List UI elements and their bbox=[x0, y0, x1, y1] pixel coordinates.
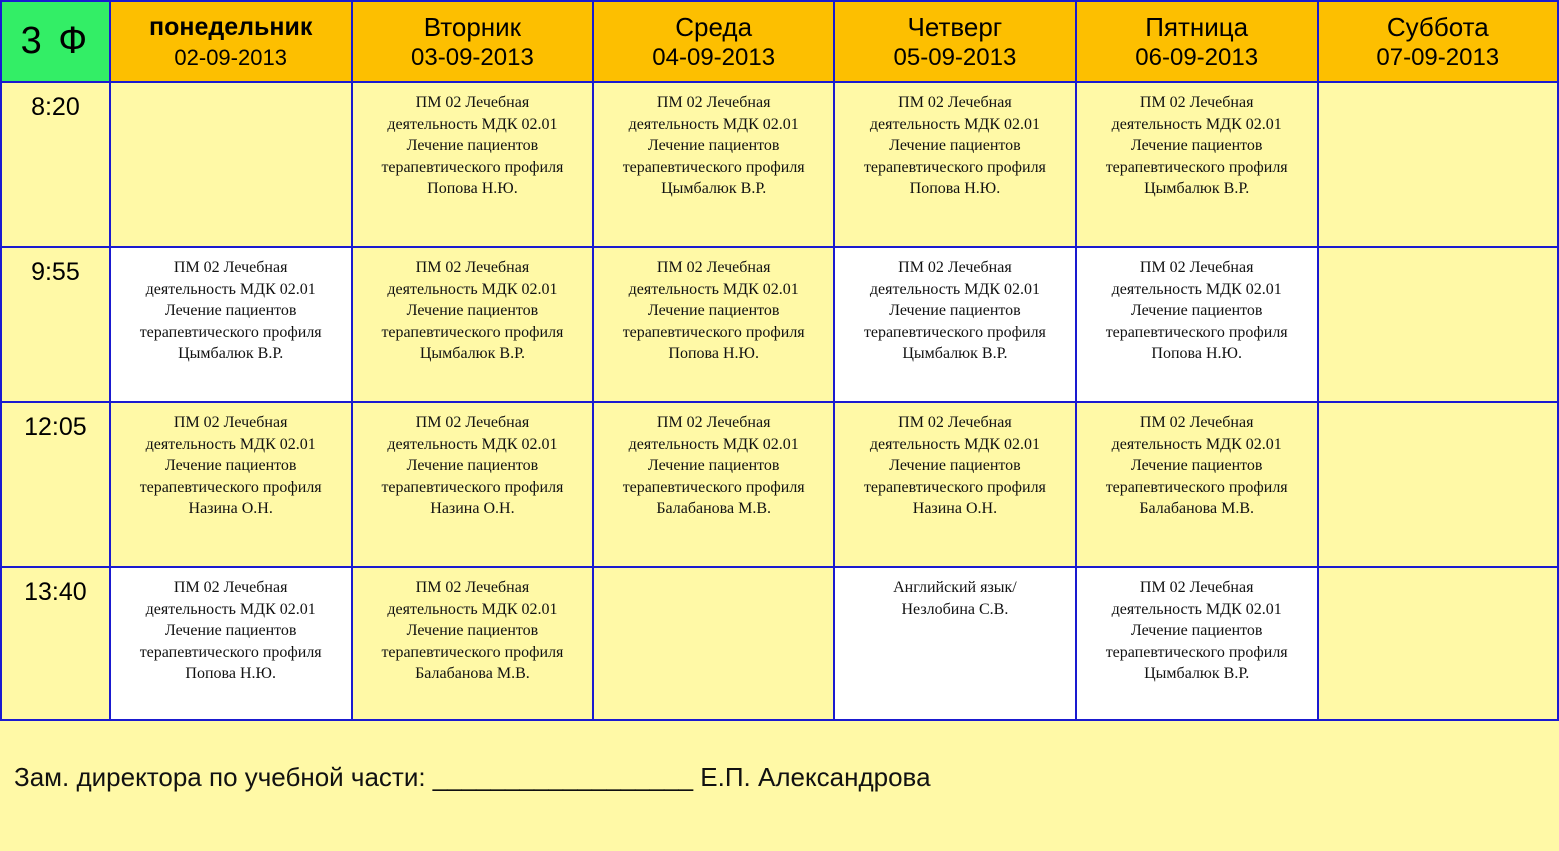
time-slot: 13:40 bbox=[1, 567, 110, 720]
lesson-cell bbox=[593, 567, 834, 720]
lesson-line: деятельность МДК 02.01 bbox=[145, 280, 316, 298]
lesson-line: Лечение пациентов bbox=[889, 137, 1021, 155]
lesson-line: деятельность МДК 02.01 bbox=[1111, 600, 1282, 618]
lesson-line: терапевтического профиля bbox=[139, 323, 322, 341]
day-header bbox=[1076, 1, 1318, 82]
lesson-line: Балабанова М.В. bbox=[656, 500, 771, 518]
lesson-line: деятельность МДК 02.01 bbox=[869, 115, 1040, 133]
day-name: Среда bbox=[675, 12, 753, 42]
lesson-line: деятельность МДК 02.01 bbox=[145, 600, 316, 618]
lesson-cell bbox=[1318, 247, 1558, 402]
lesson-line: Лечение пациентов bbox=[1130, 457, 1263, 475]
day-date: 02-09-2013 bbox=[174, 45, 287, 70]
lesson-line: деятельность МДК 02.01 bbox=[869, 280, 1040, 298]
lesson-line: Лечение пациентов bbox=[647, 137, 780, 155]
lesson-line: ПМ 02 Лечебная bbox=[415, 414, 530, 431]
lesson-line: ПМ 02 Лечебная bbox=[656, 94, 771, 111]
lesson-line: ПМ 02 Лечебная bbox=[173, 414, 288, 431]
lesson-line: терапевтического профиля bbox=[139, 478, 322, 496]
lesson-line: терапевтического профиля bbox=[381, 323, 564, 341]
lesson-cell bbox=[110, 82, 352, 247]
lesson-row bbox=[1, 247, 1558, 402]
lesson-line: Лечение пациентов bbox=[164, 622, 297, 640]
day-name: понедельник bbox=[148, 13, 313, 41]
lesson-line: терапевтического профиля bbox=[863, 478, 1046, 496]
lesson-line: деятельность МДК 02.01 bbox=[869, 435, 1040, 453]
lesson-line: Попова Н.Ю. bbox=[185, 665, 276, 683]
lesson-line: Балабанова М.В. bbox=[415, 665, 530, 683]
lesson-cell bbox=[352, 567, 594, 720]
lesson-cell bbox=[1076, 567, 1318, 720]
lesson-line: терапевтического профиля bbox=[863, 323, 1046, 341]
time-slot: 9:55 bbox=[1, 247, 110, 402]
lesson-line: Попова Н.Ю. bbox=[427, 180, 518, 198]
lesson-cell bbox=[110, 402, 352, 567]
lesson-line: деятельность МДК 02.01 bbox=[628, 280, 799, 298]
lesson-line: терапевтического профиля bbox=[1105, 158, 1288, 176]
lesson-cell bbox=[352, 82, 594, 247]
lesson-line: Назина О.Н. bbox=[912, 500, 998, 518]
lesson-cell bbox=[834, 402, 1076, 567]
lesson-line: Попова Н.Ю. bbox=[668, 345, 759, 363]
lesson-line: терапевтического профиля bbox=[381, 158, 564, 176]
lesson-cell bbox=[593, 402, 834, 567]
lesson-line: деятельность МДК 02.01 bbox=[387, 280, 558, 298]
lesson-line: ПМ 02 Лечебная bbox=[415, 579, 530, 596]
lesson-line: Лечение пациентов bbox=[406, 622, 539, 640]
lesson-row bbox=[1, 402, 1558, 567]
day-name: Вторник bbox=[423, 12, 522, 42]
day-date: 03-09-2013 bbox=[411, 44, 534, 71]
day-header bbox=[110, 1, 352, 82]
lesson-line: Лечение пациентов bbox=[164, 457, 297, 475]
lesson-cell bbox=[834, 567, 1076, 720]
day-header bbox=[1318, 1, 1558, 82]
lesson-cell bbox=[593, 82, 834, 247]
lesson-line: Цымбалюк В.Р. bbox=[1144, 665, 1250, 683]
lesson-line: Назина О.Н. bbox=[430, 500, 515, 518]
lesson-cell bbox=[1318, 567, 1558, 720]
lesson-line: терапевтического профиля bbox=[1105, 323, 1288, 341]
group-label: 3 Ф bbox=[1, 1, 110, 82]
lesson-line: терапевтического профиля bbox=[1105, 643, 1288, 661]
lesson-line: Цымбалюк В.Р. bbox=[419, 345, 525, 363]
lesson-line: терапевтического профиля bbox=[1105, 478, 1288, 496]
lesson-cell bbox=[834, 247, 1076, 402]
lesson-cell bbox=[110, 567, 352, 720]
lesson-line: ПМ 02 Лечебная bbox=[656, 414, 771, 431]
lesson-line: деятельность МДК 02.01 bbox=[628, 115, 799, 133]
lesson-line: Цымбалюк В.Р. bbox=[902, 345, 1008, 363]
lesson-line: ПМ 02 Лечебная bbox=[173, 259, 288, 276]
lesson-line: ПМ 02 Лечебная bbox=[898, 414, 1012, 431]
lesson-line: ПМ 02 Лечебная bbox=[656, 259, 771, 276]
lesson-line: Лечение пациентов bbox=[889, 457, 1021, 475]
day-header bbox=[834, 1, 1076, 82]
lesson-line: деятельность МДК 02.01 bbox=[1111, 435, 1282, 453]
day-date: 04-09-2013 bbox=[652, 44, 776, 71]
lesson-line: деятельность МДК 02.01 bbox=[1111, 280, 1282, 298]
day-name: Пятница bbox=[1145, 12, 1249, 42]
lesson-line: Лечение пациентов bbox=[889, 302, 1021, 320]
lesson-cell bbox=[1318, 82, 1558, 247]
lesson-cell bbox=[352, 247, 594, 402]
lesson-line: Лечение пациентов bbox=[406, 457, 539, 475]
lesson-cell bbox=[1076, 247, 1318, 402]
lesson-line: терапевтического профиля bbox=[622, 478, 805, 496]
lesson-line: Цымбалюк В.Р. bbox=[1144, 180, 1250, 198]
lesson-line: Балабанова М.В. bbox=[1139, 500, 1254, 518]
lesson-line: ПМ 02 Лечебная bbox=[898, 94, 1012, 111]
lesson-line: Лечение пациентов bbox=[164, 302, 297, 320]
lesson-line: Лечение пациентов bbox=[406, 302, 539, 320]
lesson-cell bbox=[352, 402, 594, 567]
lesson-line: Незлобина С.В. bbox=[901, 600, 1009, 618]
lesson-cell bbox=[1318, 402, 1558, 567]
signature-line: Зам. директора по учебной части: __________________ Е.П. Александрова bbox=[14, 762, 931, 792]
lesson-line: деятельность МДК 02.01 bbox=[387, 435, 558, 453]
lesson-line: деятельность МДК 02.01 bbox=[387, 115, 558, 133]
lesson-row bbox=[1, 567, 1558, 720]
lesson-line: деятельность МДК 02.01 bbox=[145, 435, 316, 453]
lesson-line: Цымбалюк В.Р. bbox=[661, 180, 767, 198]
lesson-line: Лечение пациентов bbox=[406, 137, 539, 155]
lesson-line: ПМ 02 Лечебная bbox=[1139, 579, 1254, 596]
lesson-line: Назина О.Н. bbox=[188, 500, 273, 518]
lesson-line: терапевтического профиля bbox=[622, 323, 805, 341]
lesson-cell bbox=[1076, 82, 1318, 247]
lesson-line: Лечение пациентов bbox=[1130, 302, 1263, 320]
lesson-line: терапевтического профиля bbox=[863, 158, 1046, 176]
day-header bbox=[352, 1, 594, 82]
lesson-line: Лечение пациентов bbox=[1130, 622, 1263, 640]
day-name: Четверг bbox=[907, 12, 1003, 42]
lesson-line: терапевтического профиля bbox=[622, 158, 805, 176]
lesson-line: Лечение пациентов bbox=[1130, 137, 1263, 155]
lesson-line: терапевтического профиля bbox=[139, 643, 322, 661]
lesson-cell bbox=[1076, 402, 1318, 567]
lesson-cell bbox=[110, 247, 352, 402]
day-name: Суббота bbox=[1386, 12, 1489, 42]
day-date: 07-09-2013 bbox=[1376, 44, 1500, 71]
lesson-line: Цымбалюк В.Р. bbox=[178, 345, 284, 363]
lesson-line: ПМ 02 Лечебная bbox=[898, 259, 1012, 276]
lesson-line: деятельность МДК 02.01 bbox=[628, 435, 799, 453]
time-slot: 8:20 bbox=[1, 82, 110, 247]
lesson-line: Лечение пациентов bbox=[647, 302, 780, 320]
day-date: 06-09-2013 bbox=[1135, 44, 1259, 71]
header-row bbox=[1, 1, 1558, 82]
lesson-row bbox=[1, 82, 1558, 247]
lesson-line: деятельность МДК 02.01 bbox=[1111, 115, 1282, 133]
lesson-line: Лечение пациентов bbox=[647, 457, 780, 475]
lesson-line: деятельность МДК 02.01 bbox=[387, 600, 558, 618]
lesson-line: ПМ 02 Лечебная bbox=[1139, 94, 1254, 111]
day-date: 05-09-2013 bbox=[893, 44, 1017, 71]
lesson-line: Попова Н.Ю. bbox=[1151, 345, 1242, 363]
day-header bbox=[593, 1, 834, 82]
lesson-line: Английский язык/ bbox=[893, 579, 1017, 596]
lesson-line: ПМ 02 Лечебная bbox=[1139, 259, 1254, 276]
lesson-line: терапевтического профиля bbox=[381, 643, 564, 661]
time-slot: 12:05 bbox=[1, 402, 110, 567]
lesson-line: терапевтического профиля bbox=[381, 478, 564, 496]
lesson-line: ПМ 02 Лечебная bbox=[173, 579, 288, 596]
lesson-cell bbox=[593, 247, 834, 402]
lesson-line: Попова Н.Ю. bbox=[909, 180, 1001, 198]
lesson-line: ПМ 02 Лечебная bbox=[415, 94, 530, 111]
lesson-line: ПМ 02 Лечебная bbox=[415, 259, 530, 276]
lesson-line: ПМ 02 Лечебная bbox=[1139, 414, 1254, 431]
lesson-cell bbox=[834, 82, 1076, 247]
